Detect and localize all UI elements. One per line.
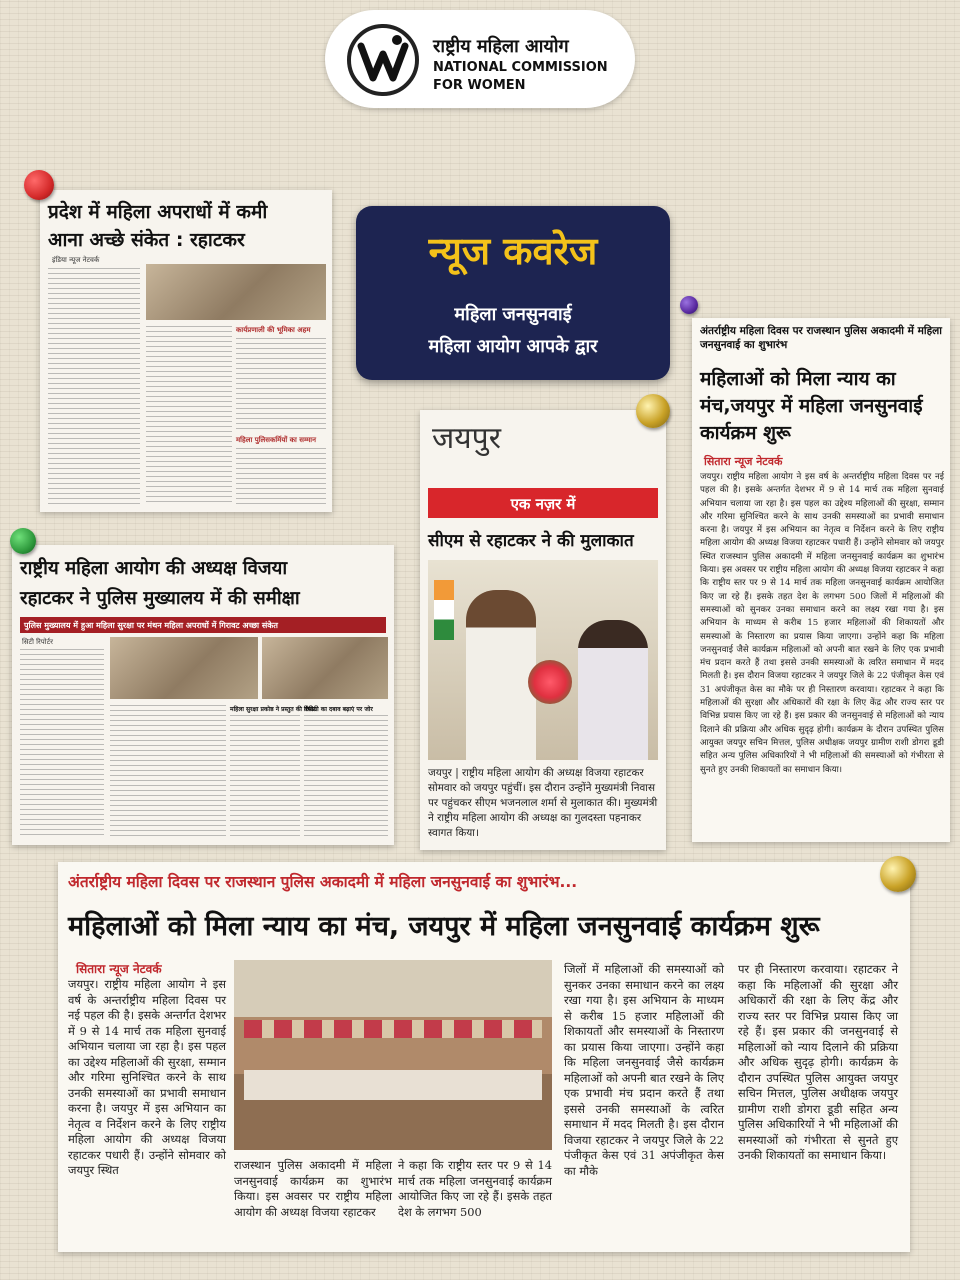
clip1-headline-1: प्रदेश में महिला अपराधों में कमी (48, 201, 268, 223)
flag-icon (434, 580, 454, 640)
clip2-sub-2: वीडियो का दबाव बढ़ाएं पर जोर (304, 706, 373, 713)
clip5-col-4: पर ही निस्तारण करवाया। रहाटकर ने कहा कि महिलाओं की सुरक्षा और अधिकारों की रक्षा के लिए केंद्र और राज्य स्तर पर विभिन्न प्रयास किए जा रहे हैं। इस प्रकार की जनसुनवाई से महिलाओं को न्याय दिलाने की प्रक्रिया और अधिक सुदृढ़ होगी। कार्यक्रम के दौरान उपस्थित पुलिस आयुक्त जयपुर सचिन मित्तल, पुलिस अधीक्षक जयपुर ग्रामीण राशी डोगरा डूडी सहित अन्य पुलिस अधिकारियों ने भी महिलाओं की समस्याओं को गंभीरता से सुनते हुए उनकी शिकायतों का समाधान किया। (738, 962, 898, 1162)
clip3-section: एक नज़र में (510, 495, 576, 513)
clip2-text (20, 649, 104, 839)
banner-title: न्यूज कवरेज (428, 229, 598, 273)
banner-line-1: महिला जनसुनवाई (454, 304, 572, 325)
clip5-kicker: अंतर्राष्ट्रीय महिला दिवस पर राजस्थान पुलिस अकादमी में महिला जनसुनवाई का शुभारंभ... (68, 873, 578, 891)
clip3-headline: सीएम से रहाटकर ने की मुलाकात (428, 531, 634, 551)
clip1-sub-1: कार्यप्रणाली की भूमिका अहम (236, 326, 311, 334)
clip3-section-bar (428, 488, 658, 518)
clip2-text-3 (230, 715, 300, 839)
clip5-col-3b: जिलों में महिलाओं की समस्याओं को सुनकर उनका समाधान करने का लक्ष्य रखा गया है। इस अभियान के माध्यम से करीब 15 हजार महिलाओं की शिकायतों और समस्याओं के निस्तारण का प्रयास किया जाएगा। उन्होंने कहा कि महिला जनसुनवाई जैसे कार्यक्रम महिलाओं को अपनी बात रखने के लिए एक प्रभावी मंच प्रदान करते हैं तथा इससे उनकी समस्याओं के त्वरित समाधान में मदद मिलती है। इस दौरान विजया रहाटकर ने जयपुर जिले के 22 पंजीकृत केस एवं 31 अपंजीकृत केस का मौके (564, 962, 724, 1178)
clip2-photo-1 (110, 637, 258, 699)
purple-pin-icon (680, 296, 698, 314)
person-right (578, 620, 648, 760)
person-left (466, 590, 536, 760)
banner-line-2: महिला आयोग आपके द्वार (428, 336, 598, 357)
logo-hindi: राष्ट्रीय महिला आयोग (433, 36, 569, 57)
clip1-byline: इंडिया न्यूज नेटवर्क (52, 256, 100, 264)
ncw-emblem-icon (345, 22, 421, 98)
clip4-byline: सितारा न्यूज नेटवर्क (704, 455, 783, 468)
clip5-byline: सितारा न्यूज नेटवर्क (76, 962, 162, 976)
clip2-text-2 (110, 705, 226, 839)
clip4-headline: महिलाओं को मिला न्याय का मंच,जयपुर में महिला जनसुनवाई कार्यक्रम शुरू (700, 368, 923, 444)
news-clip-2 (12, 545, 394, 845)
clip2-sub-1: महिला सुरक्षा प्रकोष्ठ ने प्रस्तुत की रिपोर्ट (230, 706, 317, 713)
logo-pill (325, 10, 635, 108)
clip5-photo (234, 960, 552, 1150)
clip2-text-4 (304, 715, 388, 839)
green-pin-icon (10, 528, 36, 554)
clip1-headline-2: आना अच्छे संकेत : रहाटकर (48, 229, 245, 251)
clip2-byline: सिटी रिपोर्टर (22, 638, 53, 646)
clip5-headline: महिलाओं को मिला न्याय का मंच, जयपुर में महिला जनसुनवाई कार्यक्रम शुरू (68, 911, 820, 942)
clip1-text (48, 268, 140, 504)
clip5-col-2: राजस्थान पुलिस अकादमी में महिला जनसुनवाई कार्यक्रम का शुभारंभ किया। इस अवसर पर राष्ट्रीय महिला आयोग की अध्यक्ष विजया रहाटकर (234, 1158, 392, 1219)
clip4-kicker: अंतर्राष्ट्रीय महिला दिवस पर राजस्थान पुलिस अकादमी में महिला जनसुनवाई का शुभारंभ (700, 325, 943, 351)
clip1-text-3 (236, 338, 326, 430)
clip2-photo-2 (262, 637, 388, 699)
clip5-col-3a: ने कहा कि राष्ट्रीय स्तर पर 9 से 14 मार्च तक महिला जनसुनवाई कार्यक्रम आयोजित किए जा रहे हैं। इसके तहत देश के लगभग 500 (398, 1158, 552, 1219)
news-clip-5 (58, 862, 910, 1252)
clip1-sub-2: महिला पुलिसकर्मियों का सम्मान (236, 436, 316, 444)
clip2-strap (20, 617, 386, 633)
logo-english-1: NATIONAL COMMISSION (433, 60, 608, 75)
clip1-text-2 (146, 326, 232, 504)
news-clip-3 (420, 410, 666, 850)
clip2-headline-2: रहाटकर ने पुलिस मुख्यालय में की समीक्षा (20, 588, 300, 609)
news-coverage-banner (356, 206, 670, 380)
red-pin-icon (24, 170, 54, 200)
clip2-headline-1: राष्ट्रीय महिला आयोग की अध्यक्ष विजया (20, 558, 288, 579)
clip3-body: जयपुर | राष्ट्रीय महिला आयोग की अध्यक्ष विजया रहाटकर सोमवार को जयपुर पहुंचीं। इस दौरान उन्होंने मुख्यमंत्री निवास पर पहुंचकर सीएम भजनलाल शर्मा से मुलाकात की। मुख्यमंत्री ने राष्ट्रीय महिला आयोग की अध्यक्ष का गुलदस्ता पहनाकर स्वागत किया। (428, 767, 658, 839)
clip1-text-4 (236, 448, 326, 504)
gold-pin-icon (636, 394, 670, 428)
clip3-city: जयपुर (432, 421, 501, 456)
news-clip-1 (40, 190, 332, 512)
clip4-body: जयपुर। राष्ट्रीय महिला आयोग ने इस वर्ष के अन्तर्राष्ट्रीय महिला दिवस पर नई पहल की है। इसके अन्तर्गत देशभर में 9 से 14 मार्च तक महिला सुनवाई अभियान चलाया जा रहा है। इस पहल का उद्देश्य महिलाओं की सुरक्षा, सम्मान और गरिमा सुनिश्चित करने के साथ उनकी समस्याओं का प्रभावी समाधान करना है। जयपुर में इस अभियान का नेतृत्व व निर्देशन करने के लिए राष्ट्रीय महिला आयोग की अध्यक्ष विजया रहाटकर पधारी हैं। उन्होंने सोमवार को जयपुर स्थित राजस्थान पुलिस अकादमी में महिला जनसुनवाई कार्यक्रम का शुभारंभ किया। इस अवसर पर राष्ट्रीय महिला आयोग की अध्यक्ष विजया रहाटकर ने कहा कि राष्ट्रीय स्तर पर 9 से 14 मार्च तक महिला जनसुनवाई कार्यक्रम आयोजित किए जा रहे हैं। इसके तहत देश के लगभग 500 जिलों में महिलाओं की समस्याओं को सुनकर उनका समाधान करने का लक्ष्य रखा गया है। इस अभियान के माध्यम से करीब 15 हजार महिलाओं की शिकायतों और समस्याओं के निस्तारण का प्रयास किया जाएगा। उन्होंने कहा कि महिला जनसुनवाई जैसे कार्यक्रम महिलाओं को अपनी बात रखने के लिए एक प्रभावी मंच प्रदान करते हैं तथा इससे उनकी समस्याओं के त्वरित समाधान में मदद मिलती है। इस दौरान विजया रहाटकर ने जयपुर जिले के 22 पंजीकृत केस एवं 31 अपंजीकृत केस का मौके पर ही निस्तारण करवाया। रहाटकर ने कहा कि महिलाओं की सुरक्षा और अधिकारों की रक्षा के लिए केंद्र और राज्य स्तर पर विभिन्न प्रयास किए जा रहे हैं। इस प्रकार की जनसुनवाई से महिलाओं को न्याय दिलाने की प्रक्रिया और अधिक सुदृढ़ होगी। कार्यक्रम के दौरान उपस्थित पुलिस आयुक्त जयपुर सचिन मित्तल, पुलिस अधीक्षक जयपुर ग्रामीण राशी डोगरा डूडी सहित अन्य पुलिस अधिकारियों ने भी महिलाओं की समस्याओं को गंभीरता से सुनते हुए उनकी शिकायतों का समाधान किया। (700, 472, 944, 775)
logo-english-2: FOR WOMEN (433, 78, 526, 93)
clip5-col-1: जयपुर। राष्ट्रीय महिला आयोग ने इस वर्ष के अन्तर्राष्ट्रीय महिला दिवस पर नई पहल की है। इसके अन्तर्गत देशभर में 9 से 14 मार्च तक महिला सुनवाई अभियान चलाया जा रहा है। इस पहल का उद्देश्य महिलाओं की सुरक्षा, सम्मान और गरिमा सुनिश्चित करने के साथ उनकी समस्याओं का प्रभावी समाधान करना है। जयपुर में इस अभियान का नेतृत्व व निर्देशन करने के लिए राष्ट्रीय महिला आयोग की अध्यक्ष विजया रहाटकर पधारी हैं। उन्होंने सोमवार को जयपुर स्थित (68, 977, 226, 1177)
clip1-photo (146, 264, 326, 320)
photo-table (244, 1070, 542, 1100)
gold-pin-2-icon (880, 856, 916, 892)
photo-row (244, 1020, 542, 1038)
news-clip-4 (692, 318, 950, 842)
bouquet-icon (528, 660, 572, 704)
clip2-strap-text: पुलिस मुख्यालय में हुआ महिला सुरक्षा पर मंथन महिला अपराधों में गिरावट अच्छा संकेत (24, 621, 278, 630)
clip3-photo (428, 560, 658, 760)
